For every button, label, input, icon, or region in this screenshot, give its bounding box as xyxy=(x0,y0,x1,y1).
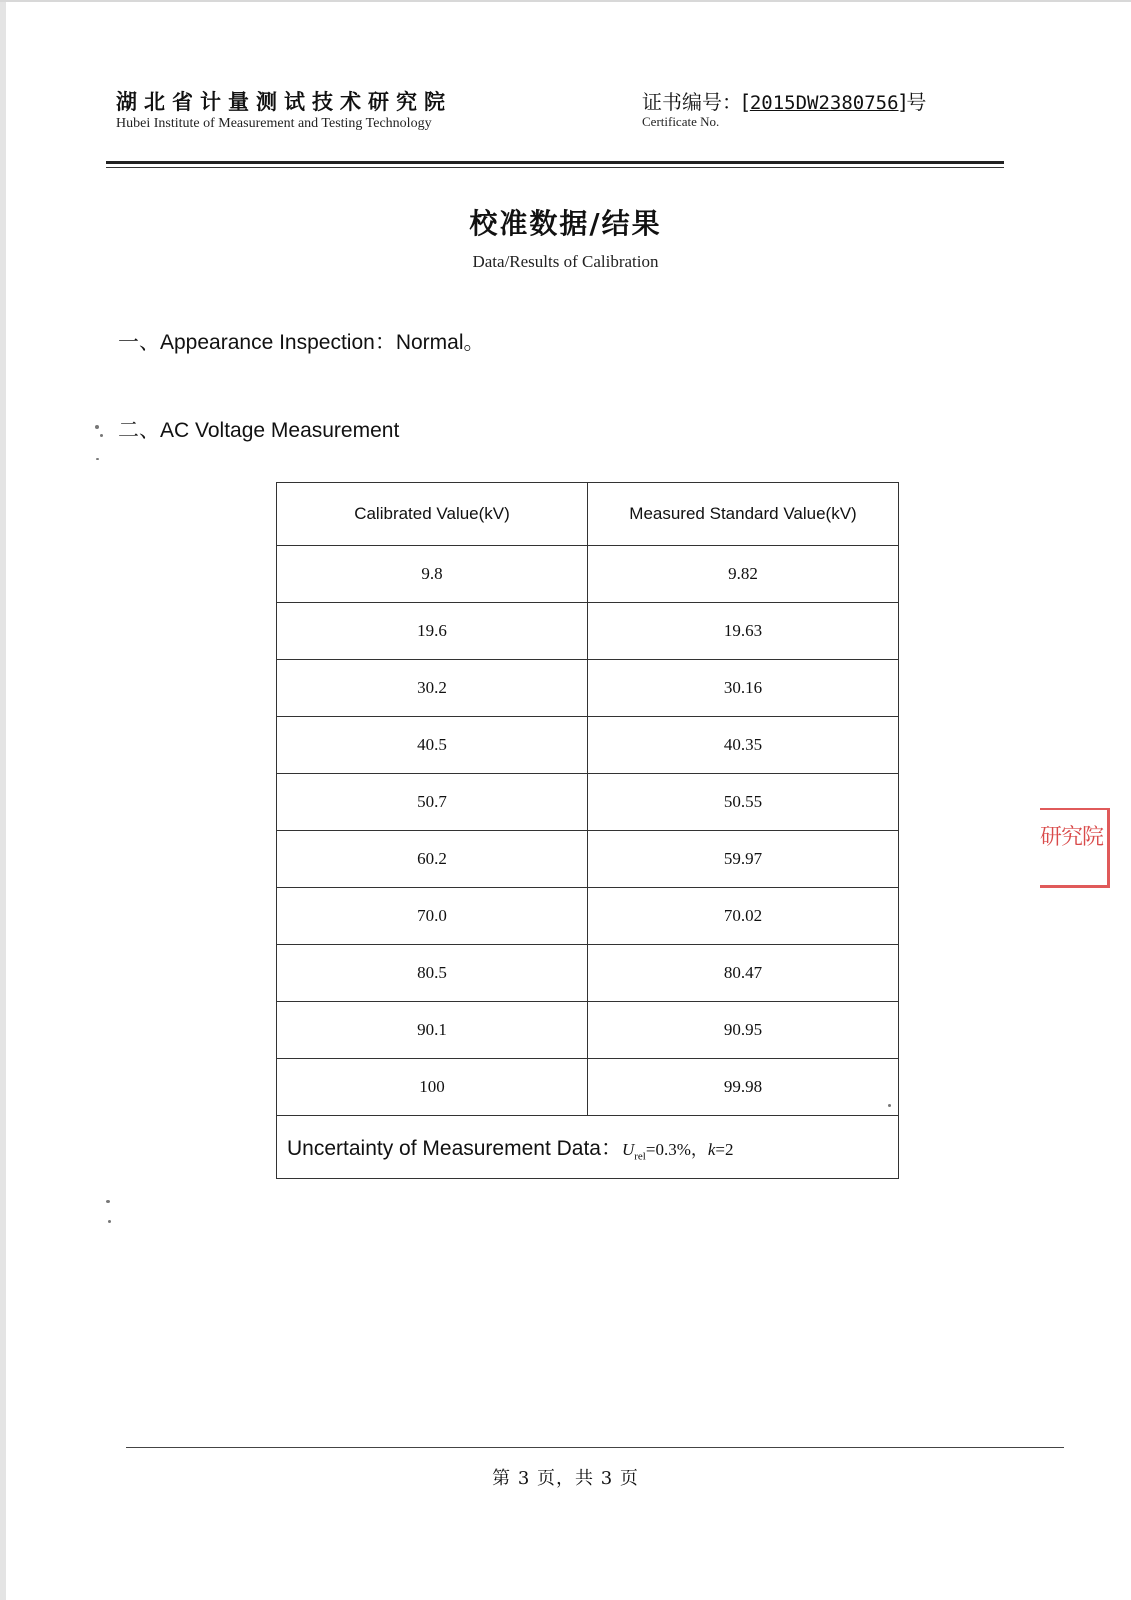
header-divider-thick xyxy=(106,161,1004,164)
certificate-label-en: Certificate No. xyxy=(642,114,720,129)
calibrated-value: 70.0 xyxy=(277,888,588,945)
section-ac-voltage: 二、AC Voltage Measurement xyxy=(118,419,400,442)
calibrated-value: 50.7 xyxy=(277,774,588,831)
table-row xyxy=(277,1059,899,1116)
scan-speck xyxy=(108,1220,111,1223)
coverage-factor-symbol: k xyxy=(707,1139,716,1159)
table-row xyxy=(277,831,899,888)
calibrated-value: 60.2 xyxy=(277,831,588,888)
measured-value: 80.47 xyxy=(588,945,899,1002)
certificate-bracket-open: [ xyxy=(742,90,750,114)
certificate-number: 2015DW2380756 xyxy=(749,92,899,114)
calibrated-value: 9.8 xyxy=(277,546,588,603)
coverage-factor-value: =2 xyxy=(715,1139,734,1159)
uncertainty-value xyxy=(621,1139,734,1163)
measured-value: 40.35 xyxy=(588,717,899,774)
footer-divider xyxy=(126,1447,1064,1448)
uncertainty-label: Uncertainty of Measurement Data： xyxy=(287,1136,622,1160)
measured-value: 19.63 xyxy=(588,603,899,660)
calibrated-value: 100 xyxy=(277,1059,588,1116)
table-row xyxy=(277,603,899,660)
certificate-number-line xyxy=(642,86,926,115)
certificate-bracket-close: ]号 xyxy=(898,90,927,114)
institute-name-en: Hubei Institute of Measurement and Testing Technology xyxy=(116,116,432,131)
scan-speck xyxy=(96,458,99,460)
measured-value: 59.97 xyxy=(588,831,899,888)
uncertainty-cell xyxy=(277,1116,899,1179)
uncertainty-subscript: rel xyxy=(634,1150,646,1163)
calibrated-value: 30.2 xyxy=(277,660,588,717)
calibrated-value: 90.1 xyxy=(277,1002,588,1059)
measured-value: 99.98 xyxy=(588,1059,899,1116)
table-row xyxy=(277,717,899,774)
uncertainty-row xyxy=(277,1116,899,1179)
header-divider-thin xyxy=(106,167,1004,168)
scan-speck xyxy=(95,425,99,429)
table-row xyxy=(277,546,899,603)
measured-value: 50.55 xyxy=(588,774,899,831)
column-header-measured: Measured Standard Value(kV) xyxy=(588,483,899,546)
table-row xyxy=(277,945,899,1002)
uncertainty-percent: =0.3%， xyxy=(645,1139,708,1159)
scan-speck xyxy=(106,1200,110,1203)
calibrated-value: 19.6 xyxy=(277,603,588,660)
table-row xyxy=(277,1002,899,1059)
measured-value: 90.95 xyxy=(588,1002,899,1059)
measured-value: 70.02 xyxy=(588,888,899,945)
section-appearance: 一、Appearance Inspection：Normal。 xyxy=(118,331,485,354)
measured-value: 9.82 xyxy=(588,546,899,603)
table-row xyxy=(277,660,899,717)
scan-speck xyxy=(100,434,103,437)
institute-name-cn: 湖北省计量测试技术研究院 xyxy=(116,90,452,114)
table-row xyxy=(277,774,899,831)
measured-value: 30.16 xyxy=(588,660,899,717)
page-title-cn: 校准数据/结果 xyxy=(469,207,662,240)
column-header-calibrated: Calibrated Value(kV) xyxy=(277,483,588,546)
scan-speck xyxy=(888,1104,891,1107)
page-number: 第 3 页，共 3 页 xyxy=(492,1468,639,1489)
scan-edge-top xyxy=(0,0,1131,2)
table-row xyxy=(277,888,899,945)
seal-stamp-text: 研究院 xyxy=(1040,825,1104,850)
uncertainty-symbol: U xyxy=(621,1139,635,1159)
table-header-row xyxy=(277,483,899,546)
calibration-table xyxy=(276,482,899,1179)
page-title-en: Data/Results of Calibration xyxy=(472,252,659,271)
certificate-label-cn: 证书编号： xyxy=(642,90,742,114)
calibrated-value: 80.5 xyxy=(277,945,588,1002)
calibrated-value: 40.5 xyxy=(277,717,588,774)
